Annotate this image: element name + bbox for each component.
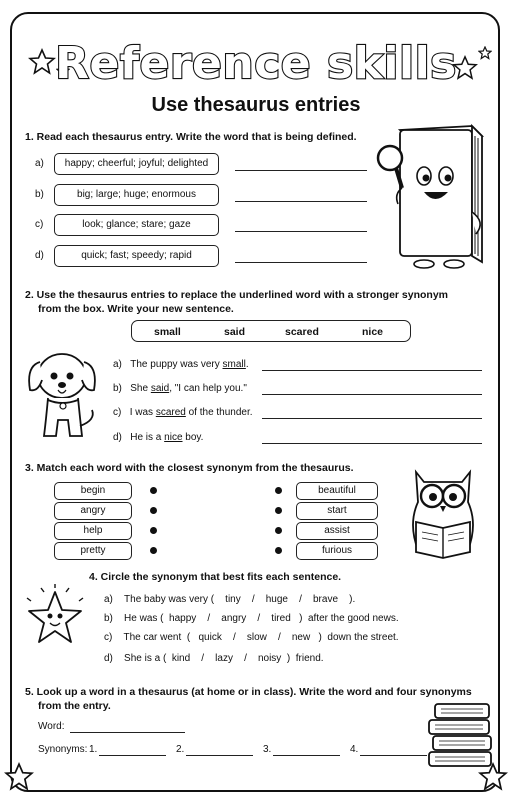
q2-label: d) <box>113 432 122 443</box>
q2-answer-line-a[interactable] <box>262 370 482 371</box>
match-dot-right[interactable] <box>275 507 282 514</box>
q1-label-b: b) <box>35 189 44 200</box>
match-right-word: furious <box>296 542 378 560</box>
owl-reading-icon <box>402 462 484 562</box>
q5-instruction-line2: from the entry. <box>38 700 111 712</box>
synonym-answer-line[interactable] <box>360 755 427 756</box>
sentence-text: She <box>130 383 151 394</box>
q2-sentence-a <box>113 359 249 370</box>
underlined-word: scared <box>155 407 186 418</box>
q1-answer-line-a[interactable] <box>235 170 367 171</box>
q1-entry-d: quick; fast; speedy; rapid <box>54 245 219 267</box>
star-mascot-icon <box>15 582 95 652</box>
q1-entry-c: look; glance; stare; gaze <box>54 214 219 236</box>
q4-item-a <box>104 594 355 605</box>
q1-answer-line-b[interactable] <box>235 201 367 202</box>
match-dot-right[interactable] <box>275 527 282 534</box>
sentence-text: , "I can help you." <box>169 383 247 394</box>
word-box-item: nice <box>362 326 384 338</box>
q2-instruction-line2: from the box. Write your new sentence. <box>38 303 234 315</box>
match-dot-left[interactable] <box>150 507 157 514</box>
synonym-answer-line[interactable] <box>186 755 253 756</box>
sentence-text: . <box>245 359 249 370</box>
match-right-word: beautiful <box>296 482 378 500</box>
match-right-word: assist <box>296 522 378 540</box>
word-answer-line[interactable] <box>70 732 185 733</box>
match-dot-right[interactable] <box>275 547 282 554</box>
sentence-text: He is a <box>130 432 165 443</box>
q1-entry-b: big; large; huge; enormous <box>54 184 219 206</box>
sentence-text: The puppy was very <box>130 359 223 370</box>
q5-instruction-line1: 5. Look up a word in a thesaurus (at home or in class). Write the word and four synonyms <box>25 686 472 698</box>
underlined-word: small <box>222 359 246 370</box>
match-left-word: begin <box>54 482 132 500</box>
q4-label: d) <box>104 653 113 664</box>
q4-label: c) <box>104 632 113 643</box>
q1-label-a: a) <box>35 158 44 169</box>
sentence-text: of the thunder. <box>185 407 253 418</box>
match-left-word: help <box>54 522 132 540</box>
q2-sentence-c <box>113 407 253 418</box>
q2-label: b) <box>113 383 122 394</box>
q4-sentence[interactable]: The baby was very ( tiny / huge / brave ). <box>124 594 356 605</box>
synonym-answer-line[interactable] <box>273 755 340 756</box>
book-mascot-icon <box>372 122 492 272</box>
q4-item-d <box>104 653 324 664</box>
match-dot-left[interactable] <box>150 527 157 534</box>
synonym-number: 1. <box>89 744 98 755</box>
q2-answer-line-b[interactable] <box>262 394 482 395</box>
q2-label: c) <box>113 407 122 418</box>
q4-sentence[interactable]: The car went ( quick / slow / new ) down the street. <box>123 632 399 643</box>
q4-item-b <box>104 613 399 624</box>
book-stack-icon <box>425 700 497 768</box>
match-dot-right[interactable] <box>275 487 282 494</box>
q1-answer-line-d[interactable] <box>235 262 367 263</box>
q4-item-c <box>104 632 399 643</box>
q4-label: b) <box>104 613 113 624</box>
sentence-text: boy. <box>182 432 204 443</box>
underlined-word: said <box>150 383 170 394</box>
page-title: Reference skills <box>55 38 457 89</box>
match-dot-left[interactable] <box>150 547 157 554</box>
q4-sentence[interactable]: She is a ( kind / lazy / noisy ) friend. <box>124 653 324 664</box>
match-left-word: pretty <box>54 542 132 560</box>
synonyms-label: Synonyms: <box>38 744 88 755</box>
q1-label-d: d) <box>35 250 44 261</box>
puppy-icon <box>22 340 102 445</box>
page-subtitle: Use thesaurus entries <box>151 94 361 116</box>
q4-label: a) <box>104 594 113 605</box>
q1-entry-a: happy; cheerful; joyful; delighted <box>54 153 219 175</box>
synonym-number: 4. <box>350 744 359 755</box>
q3-instruction: 3. Match each word with the closest synonym from the thesaurus. <box>25 462 354 474</box>
word-label: Word: <box>38 721 65 732</box>
word-box-item: small <box>154 326 181 338</box>
sentence-text: I was <box>129 407 156 418</box>
q1-label-c: c) <box>35 219 44 230</box>
q1-answer-line-c[interactable] <box>235 231 367 232</box>
match-left-word: angry <box>54 502 132 520</box>
word-box-item: said <box>224 326 246 338</box>
q1-instruction: 1. Read each thesaurus entry. Write the word that is being defined. <box>25 131 357 143</box>
star-doodle-icon <box>4 762 34 792</box>
q2-instruction-line1: 2. Use the thesaurus entries to replace the underlined word with a stronger synonym <box>25 289 449 301</box>
synonym-number: 3. <box>263 744 272 755</box>
underlined-word: nice <box>164 432 183 443</box>
q2-label: a) <box>113 359 122 370</box>
q4-instruction: 4. Circle the synonym that best fits each sentence. <box>89 571 342 583</box>
match-right-word: start <box>296 502 378 520</box>
synonym-number: 2. <box>176 744 185 755</box>
synonym-answer-line[interactable] <box>99 755 166 756</box>
q2-sentence-b <box>113 383 247 394</box>
word-box <box>131 320 411 342</box>
match-dot-left[interactable] <box>150 487 157 494</box>
q2-sentence-d <box>113 432 203 443</box>
q4-sentence[interactable]: He was ( happy / angry / tired ) after the good news. <box>124 613 399 624</box>
word-box-item: scared <box>285 326 319 338</box>
q2-answer-line-d[interactable] <box>262 443 482 444</box>
q2-answer-line-c[interactable] <box>262 418 482 419</box>
